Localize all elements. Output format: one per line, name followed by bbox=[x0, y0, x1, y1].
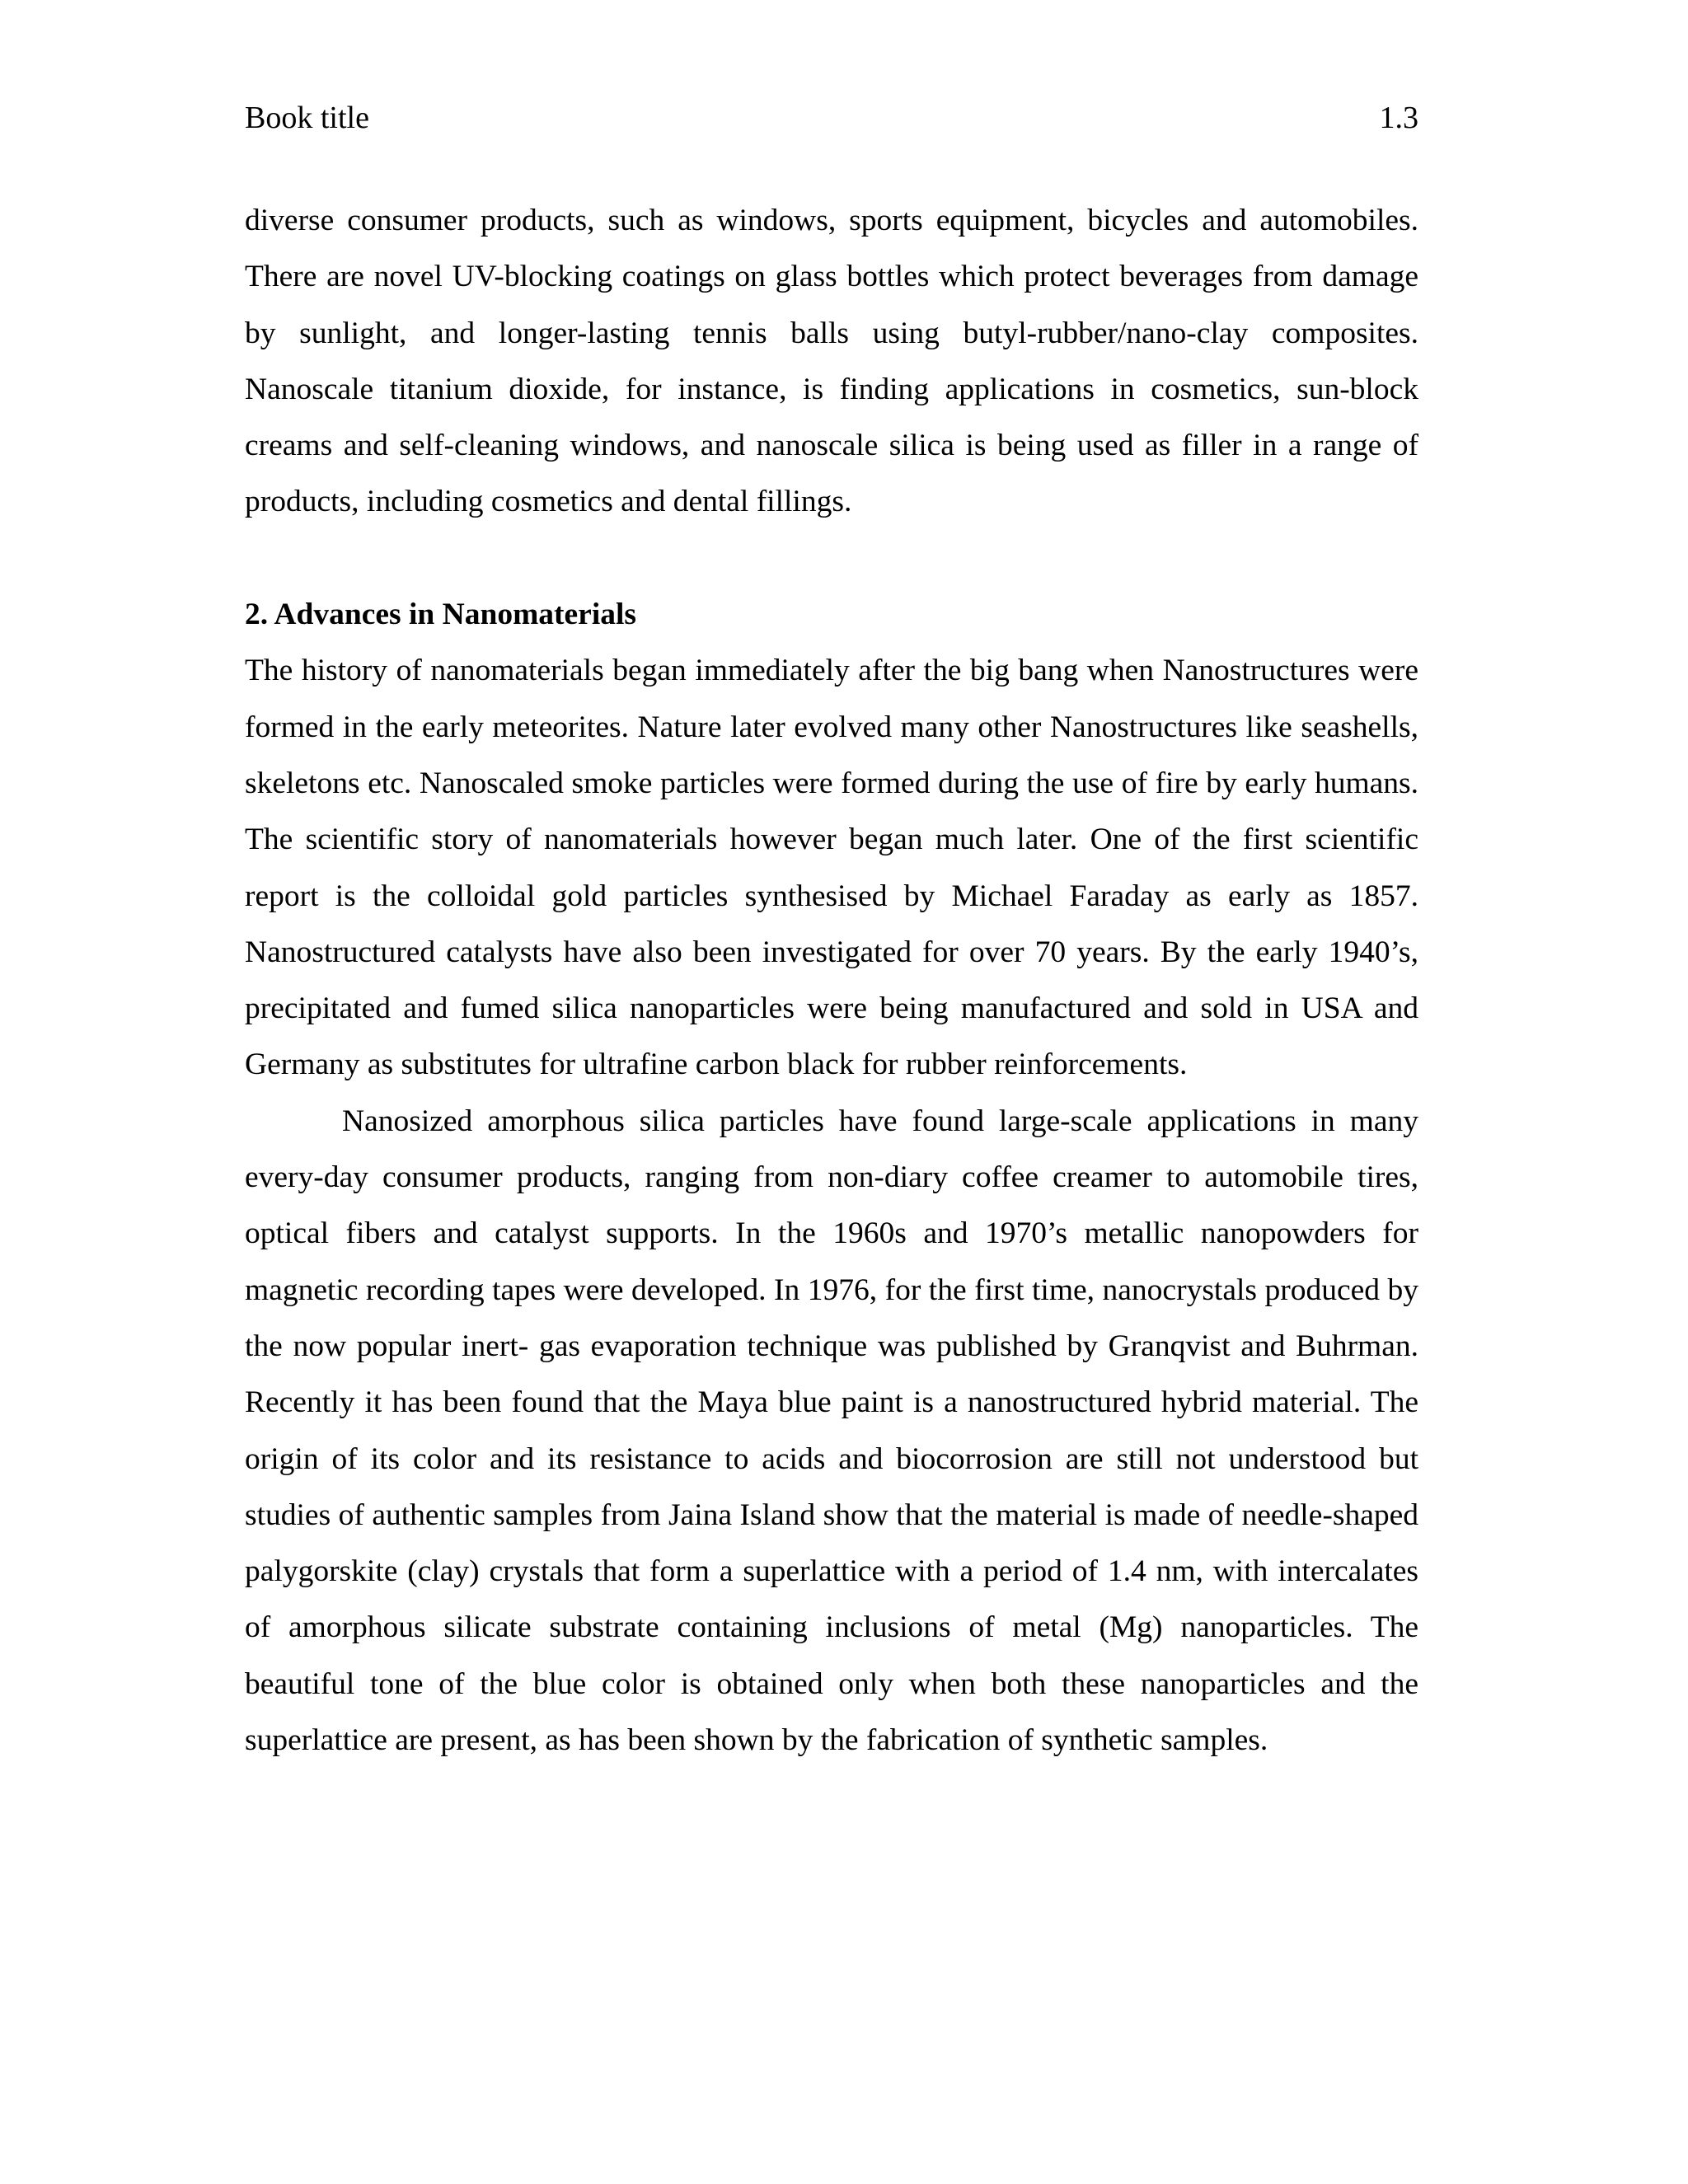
paragraph-history: The history of nanomaterials began immediately after the big bang when Nanostructures were formed in the early meteorites. Nature later evolved many other Nanostructures like seashells, skeletons etc. Nanoscaled smoke particles were formed during the use of fire by early humans. The scientific story of nanomaterials however began much later. One of the first scientific report is the colloidal gold particles synthesised by Michael Faraday as early as 1857. Nanostructured catalysts have also been investigated for over 70 years. By the early 1940’s, precipitated and fumed silica nanoparticles were being manufactured and sold in USA and Germany as substitutes for ultrafine carbon black for rubber reinforcements. bbox=[245, 654, 1418, 1082]
section-spacer bbox=[245, 531, 1418, 587]
paragraph-continued: diverse consumer products, such as windows, sports equipment, bicycles and automobiles. There are novel UV-blocking coatings on glass bottles which protect beverages from damage by sunlight, and longer-lasting tennis balls using butyl-rubber/nano-clay composites. Nanoscale titanium dioxide, for instance, is finding applications in cosmetics, sun-block creams and self-cleaning windows, and nanoscale silica is being used as filler in a range of products, including cosmetics and dental fillings. bbox=[245, 204, 1418, 519]
paragraph-silica: Nanosized amorphous silica particles have found large-scale applications in many every-day consumer products, ranging from non-diary coffee creamer to automobile tires, optical fibers and catalyst supports. In the 1960s and 1970’s metallic nanopowders for magnetic recording tapes were developed. In 1976, for the first time, nanocrystals produced by the now popular inert- gas evaporation technique was published by Granqvist and Buhrman. Recently it has been found that the Maya blue paint is a nanostructured hybrid material. The origin of its color and its resistance to acids and biocorrosion are still not understood but studies of authentic samples from Jaina Island show that the material is made of needle-shaped palygorskite (clay) crystals that form a superlattice with a period of 1.4 nm, with intercalates of amorphous silicate substrate containing inclusions of metal (Mg) nanoparticles. The beautiful tone of the blue color is obtained only when both these nanoparticles and the superlattice are present, as has been shown by the fabrication of synthetic samples. bbox=[245, 1104, 1418, 1758]
body-text bbox=[245, 193, 1418, 1769]
section-heading: 2. Advances in Nanomaterials bbox=[245, 598, 637, 632]
book-title: Book title bbox=[245, 101, 369, 135]
running-header bbox=[245, 98, 1418, 138]
page-number: 1.3 bbox=[1379, 101, 1418, 135]
